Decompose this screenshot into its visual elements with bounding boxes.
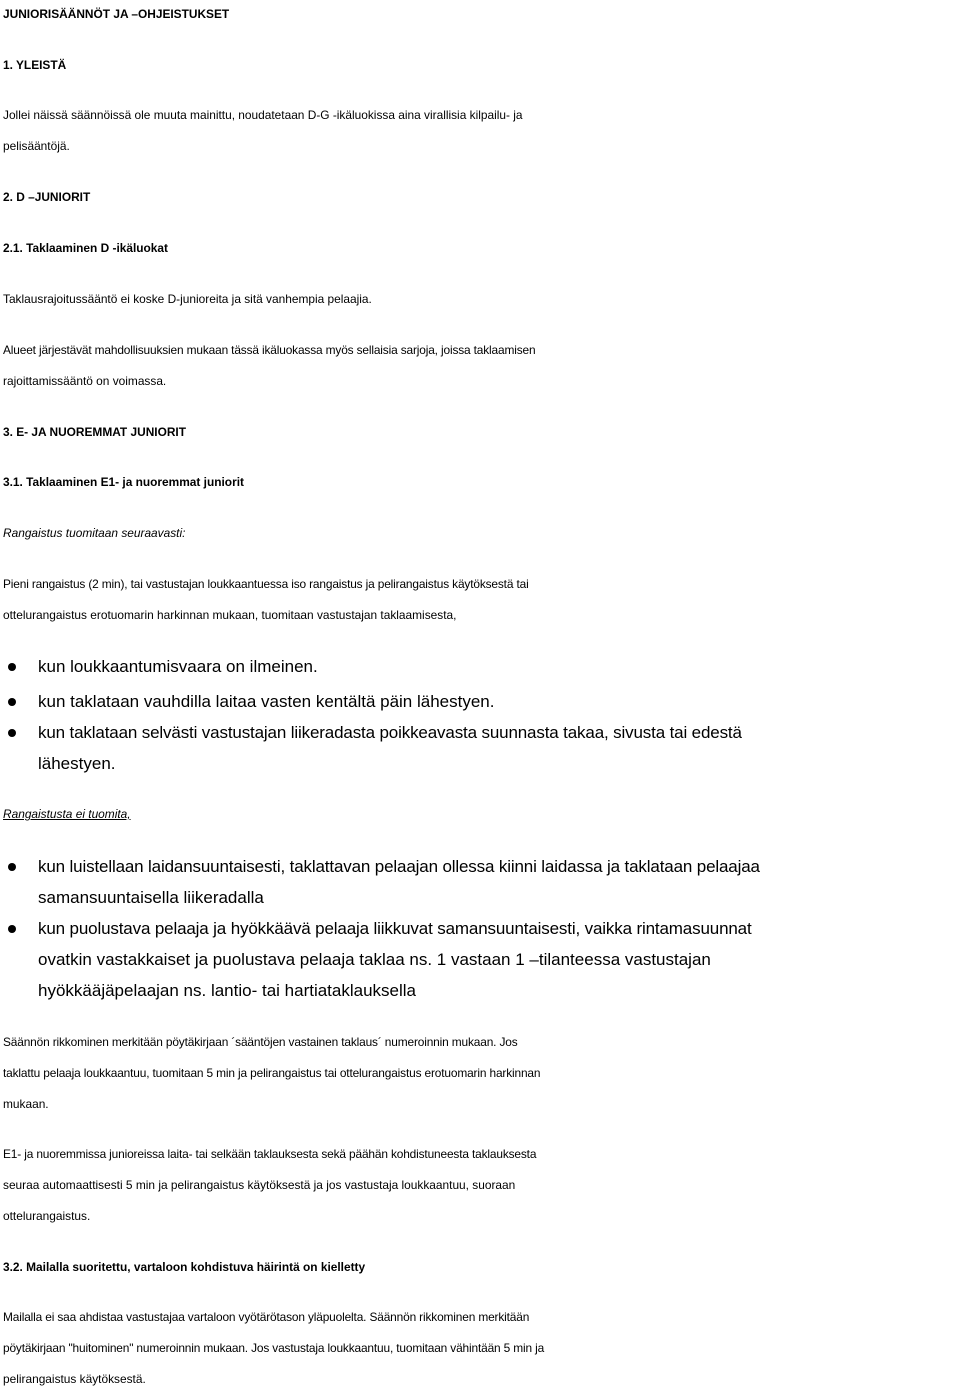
bullet-icon bbox=[8, 698, 16, 706]
bullet-text-continuation: ovatkin vastakkaiset ja puolustava pelaaja taklaa ns. 1 vastaan 1 –tilanteessa vastustajan bbox=[38, 950, 711, 969]
penalty-paragraph-line-2: ottelurangaistus erotuomarin harkinnan mukaan, tuomitaan vastustajan taklaamisesta, bbox=[3, 608, 457, 622]
penalty-heading: Rangaistus tuomitaan seuraavasti: bbox=[3, 526, 186, 540]
bullet-icon bbox=[8, 925, 16, 933]
e1-paragraph-line-1: E1- ja nuoremmissa junioreissa laita- tai selkään taklauksesta sekä päähän kohdistuneesta taklauksesta bbox=[3, 1147, 537, 1161]
bullet-text: kun loukkaantumisvaara on ilmeinen. bbox=[38, 657, 318, 676]
bullet-icon bbox=[8, 663, 16, 671]
penalty-paragraph-line-1: Pieni rangaistus (2 min), tai vastustajan loukkaantuessa iso rangaistus ja pelirangaistus käytöksestä tai bbox=[3, 577, 529, 591]
section-3-1-heading: 3.1. Taklaaminen E1- ja nuoremmat juniorit bbox=[3, 475, 244, 489]
violation-paragraph-line-2: taklattu pelaaja loukkaantuu, tuomitaan 5 min ja pelirangaistus tai ottelurangaistus erotuomarin harkinnan bbox=[3, 1066, 541, 1080]
bullet-text: kun luistellaan laidansuuntaisesti, taklattavan pelaajan ollessa kiinni laidassa ja taklataan pelaajaa bbox=[38, 857, 760, 876]
section-1-paragraph-line-1: Jollei näissä säännöissä ole muuta mainittu, noudatetaan D-G -ikäluokissa aina virallisia kilpailu- ja bbox=[3, 108, 523, 122]
section-2-paragraph-2-line-1: Alueet järjestävät mahdollisuuksien mukaan tässä ikäluokassa myös sellaisia sarjoja, joissa taklaamisen bbox=[3, 343, 536, 357]
section-3-heading: 3. E- JA NUOREMMAT JUNIORIT bbox=[3, 425, 186, 439]
bullet-text: kun puolustava pelaaja ja hyökkäävä pelaaja liikkuvat samansuuntaisesti, vaikka rintamasuunnat bbox=[38, 919, 752, 938]
section-1-paragraph-line-2: pelisääntöjä. bbox=[3, 139, 70, 153]
bullet-text: kun taklataan selvästi vastustajan liikeradasta poikkeavasta suunnasta takaa, sivusta tai edestä bbox=[38, 723, 742, 742]
e1-paragraph-line-3: ottelurangaistus. bbox=[3, 1209, 91, 1223]
stick-paragraph-line-1: Mailalla ei saa ahdistaa vastustajaa vartaloon vyötärötason yläpuolelta. Säännön rikkominen merkitään bbox=[3, 1310, 530, 1324]
bullet-text: kun taklataan vauhdilla laitaa vasten kentältä päin lähestyen. bbox=[38, 692, 495, 711]
bullet-icon bbox=[8, 863, 16, 871]
e1-paragraph-line-2: seuraa automaattisesti 5 min ja pelirangaistus käytöksestä ja jos vastustaja loukkaantuu, suoraan bbox=[3, 1178, 516, 1192]
bullet-text-continuation: lähestyen. bbox=[38, 754, 116, 773]
violation-paragraph-line-3: mukaan. bbox=[3, 1097, 49, 1111]
bullet-icon bbox=[8, 729, 16, 737]
section-2-paragraph-2-line-2: rajoittamissääntö on voimassa. bbox=[3, 374, 167, 388]
bullet-text-continuation: samansuuntaisella liikeradalla bbox=[38, 888, 264, 907]
section-3-2-number: 3.2. bbox=[3, 1260, 23, 1274]
stick-paragraph-line-2: pöytäkirjaan "huitominen" numeroinnin mukaan. Jos vastustaja loukkaantuu, tuomitaan vähintään 5 min ja bbox=[3, 1341, 545, 1355]
no-penalty-heading: Rangaistusta ei tuomita, bbox=[3, 807, 131, 821]
section-3-2-title: Mailalla suoritettu, vartaloon kohdistuva häirintä on kielletty bbox=[26, 1260, 366, 1274]
section-2-heading: 2. D –JUNIORIT bbox=[3, 190, 91, 204]
bullet-text-continuation: hyökkääjäpelaajan ns. lantio- tai hartiataklauksella bbox=[38, 981, 417, 1000]
section-1-heading: 1. YLEISTÄ bbox=[3, 58, 67, 72]
document-title: JUNIORISÄÄNNÖT JA –OHJEISTUKSET bbox=[3, 7, 230, 21]
section-3-2-heading bbox=[3, 1252, 958, 1283]
section-2-paragraph-1: Taklausrajoitussääntö ei koske D-junioreita ja sitä vanhempia pelaajia. bbox=[3, 292, 372, 306]
section-2-1-heading: 2.1. Taklaaminen D -ikäluokat bbox=[3, 241, 168, 255]
violation-paragraph-line-1: Säännön rikkominen merkitään pöytäkirjaan ´sääntöjen vastainen taklaus´ numeroinnin mukaan. Jos bbox=[3, 1035, 518, 1049]
stick-paragraph-line-3: pelirangaistus käytöksestä. bbox=[3, 1372, 146, 1386]
